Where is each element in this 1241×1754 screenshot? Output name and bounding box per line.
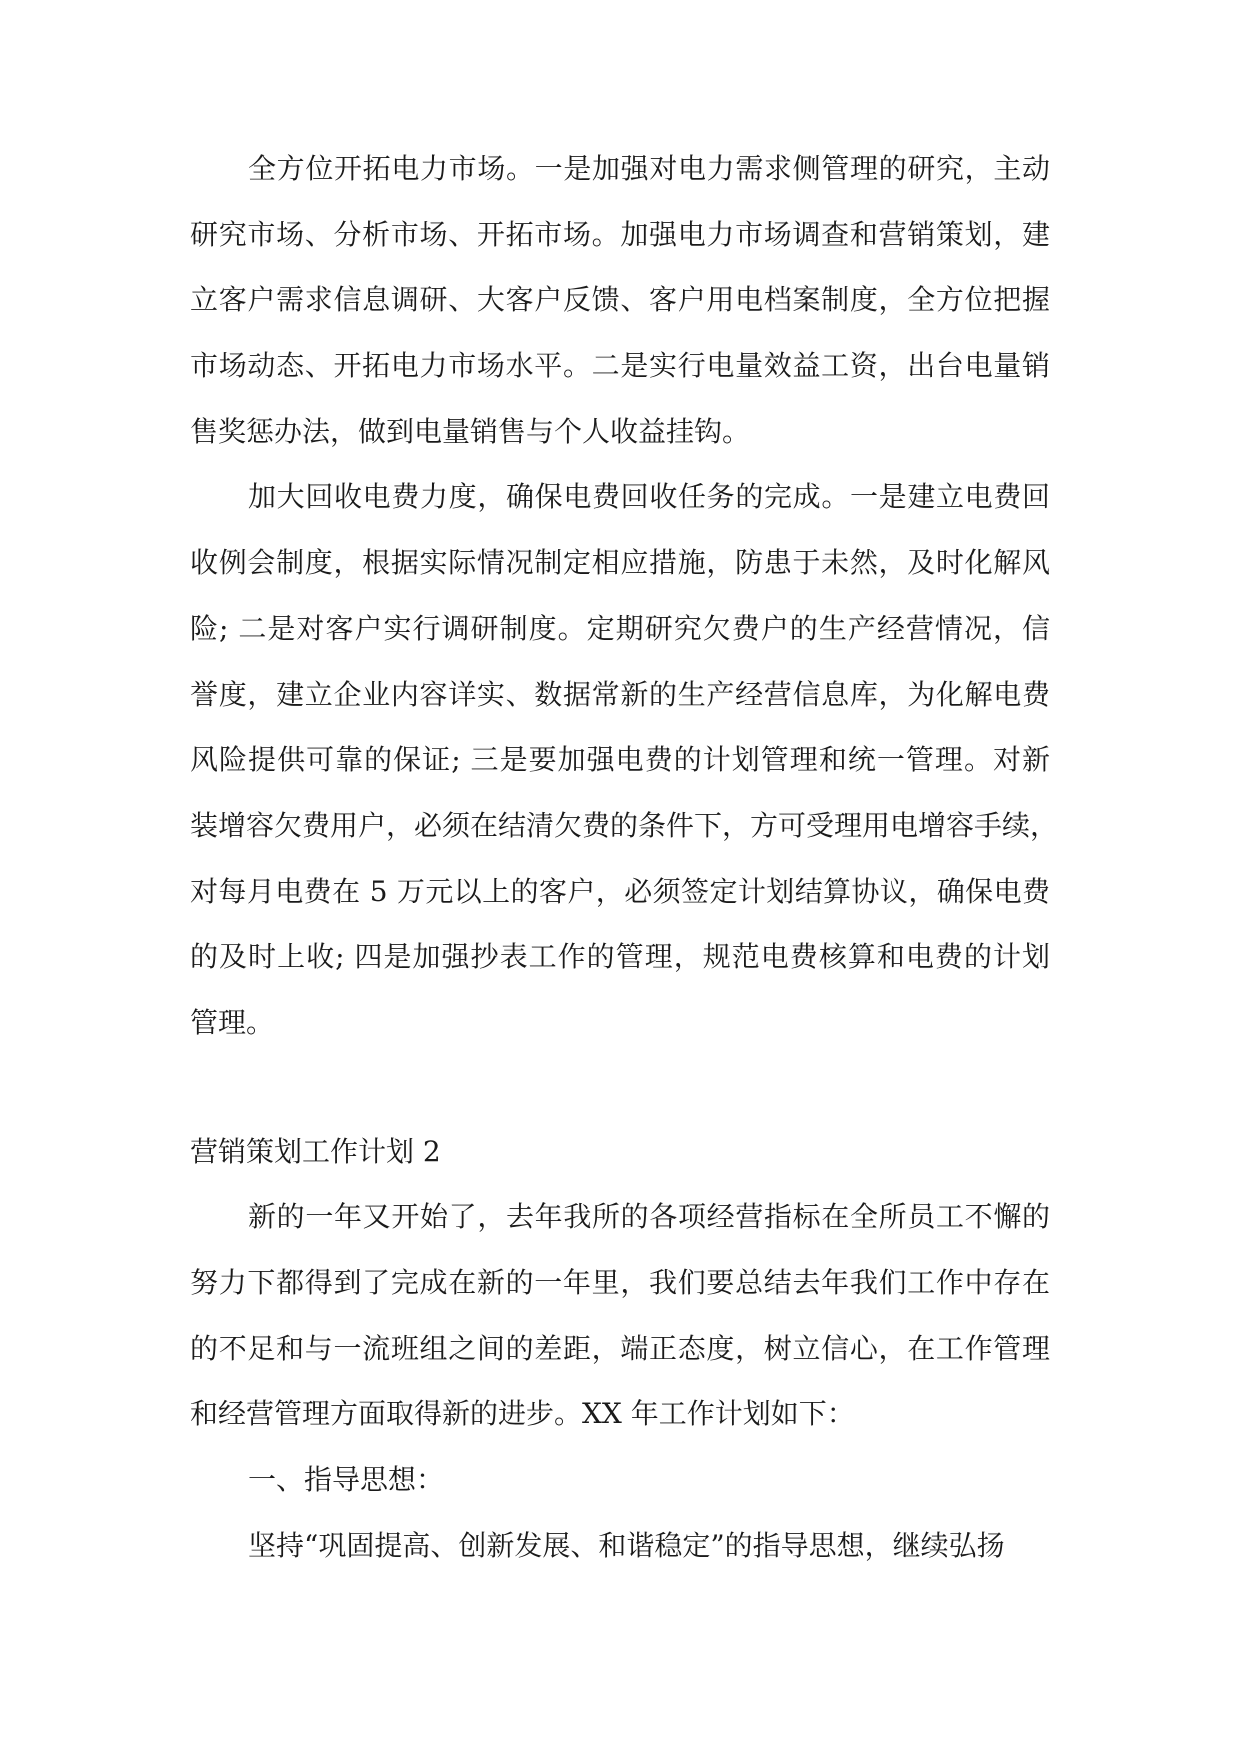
text-line: 售奖惩办法，做到电量销售与个人收益挂钩。 [190,414,751,448]
text-line: 努力下都得到了完成在新的一年里，我们要总结去年我们工作中存在 [190,1266,1050,1299]
section-spacer [190,1075,1050,1138]
paragraph-fee-recovery [190,480,1059,1039]
paragraph-guiding-ideology [190,1528,1050,1562]
text-line: 市场动态、开拓电力市场水平。二是实行电量效益工资，出台电量销 [190,349,1050,383]
text-line: 坚持“巩固提高、创新发展、和谐稳定”的指导思想，继续弘扬 [248,1528,1005,1562]
text-line: 和经营管理方面取得新的进步。XX 年工作计划如下： [190,1397,855,1431]
text-line: 险; 二是对客户实行调研制度。定期研究欠费户的生产经营情况，信 [190,611,1050,645]
text-line: 立客户需求信息调研、大客户反馈、客户用电档案制度，全方位把握 [190,283,1050,317]
text-line: 装增容欠费用户，必须在结清欠费的条件下，方可受理用电增容手续， [190,808,1059,842]
paragraph-market-expansion [190,152,1050,448]
text-line: 管理。 [190,1005,275,1039]
text-line: 新的一年又开始了，去年我所的各项经营指标在全所员工不懈的 [248,1200,1050,1234]
text-line: 全方位开拓电力市场。一是加强对电力需求侧管理的研究，主动 [248,152,1050,185]
text-line: 的不足和与一流班组之间的差距，端正态度，树立信心，在工作管理 [190,1331,1050,1365]
text-line: 收例会制度，根据实际情况制定相应措施，防患于未然，及时化解风 [190,546,1050,580]
text-line: 风险提供可靠的保证; 三是要加强电费的计划管理和统一管理。对新 [190,743,1050,777]
document-body [190,152,1059,1597]
section-heading: 营销策划工作计划 2 [190,1134,441,1168]
text-line: 对每月电费在 5 万元以上的客户，必须签定计划结算协议，确保电费 [190,874,1050,908]
text-line: 加大回收电费力度，确保电费回收任务的完成。一是建立电费回 [248,480,1050,514]
paragraph-new-year-intro [190,1200,1050,1431]
text-line: 的及时上收; 四是加强抄表工作的管理，规范电费核算和电费的计划 [190,940,1050,974]
text-line: 研究市场、分析市场、开拓市场。加强电力市场调查和营销策划，建 [190,217,1050,251]
text-line: 誉度，建立企业内容详实、数据常新的生产经营信息库，为化解电费 [190,677,1050,711]
subheading-guiding-ideology: 一、指导思想： [248,1463,445,1497]
